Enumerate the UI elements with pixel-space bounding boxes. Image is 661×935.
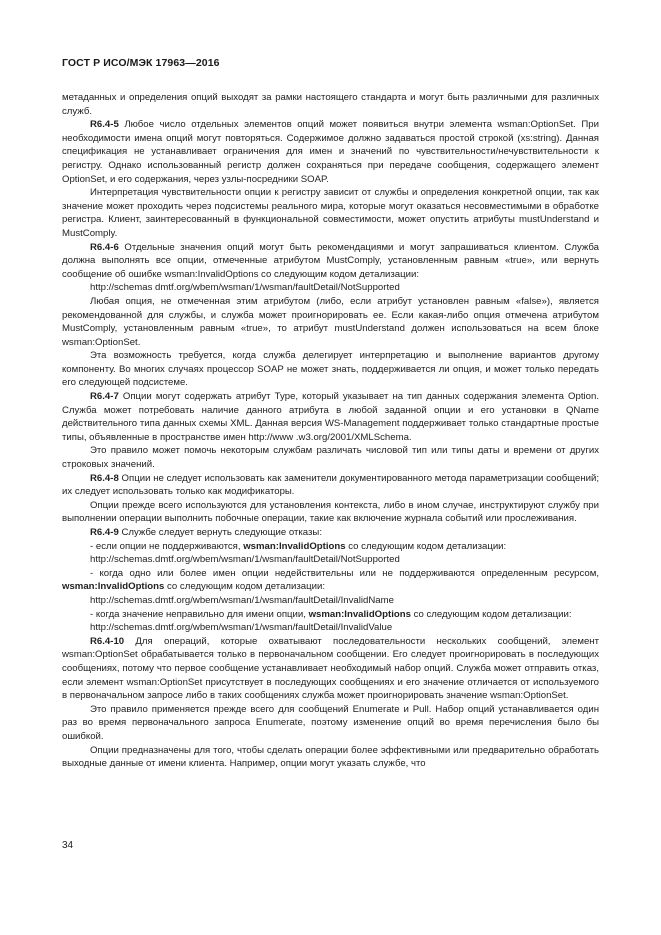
list-item (62, 567, 599, 594)
rule-text: Службе следует вернуть следующие отказы: (118, 527, 322, 538)
rule-paragraph (62, 118, 599, 186)
paragraph: Это правило может помочь некоторым службам различать числовой тип или типы даты и времени от других строковых значений. (62, 445, 599, 471)
paragraph: Опции прежде всего используются для установления контекста, либо в ином случае, инструктируют службу при выполнении операции выполнить побочные операции, такие как включение журнала событий или прослеживания. (62, 499, 599, 525)
rule-text: Любое число отдельных элементов опций может появиться внутри элемента wsman:OptionSet. При необходимости имена опций могут повторяться. Содержимое должно задаваться простой строкой (xs:string). Данная спецификация не устанавливает ограничения для имен и значений по чувствительности/нечувствительности к регистру. Однако использованный регистр должен сохраняться при передаче сообщения, содержащего элемент OptionSet, и его содержания, через узлы-посредники SOAP. (62, 119, 599, 185)
rule-label: R6.4-8 (90, 472, 119, 484)
rule-label: R6.4-5 (90, 119, 119, 131)
fault-detail-uri: http://schemas.dmtf.org/wbem/wsman/1/wsman/faultDetail/NotSupported (90, 554, 400, 566)
list-item (62, 608, 599, 622)
rule-text: Опции не следует использовать как заменители документированного метода параметризации сообщений; их следует использовать только как модификаторы. (62, 472, 599, 498)
document-header: ГОСТ Р ИСО/МЭК 17963—2016 (62, 57, 220, 69)
list-item-text: - когда значение неправильно для имени опции, (90, 608, 309, 620)
list-item-text: со следующим кодом детализации: (164, 581, 325, 593)
list-item-text: - если опции не поддерживаются, (90, 540, 244, 552)
rule-label: R6.4-7 (90, 391, 119, 403)
rule-paragraph (62, 390, 599, 444)
paragraph: Любая опция, не отмеченная этим атрибутом (либо, если атрибут установлен равным «false»), является рекомендованной для службы, и служба может проигнорировать ее. Если какая-либо опция отмечена атрибутом MustComply, установленным равным «true», то атрибут mustUnderstand должен использоваться на всем блоке wsman:OptionSet. (62, 295, 599, 348)
rule-label: R6.4-9 (90, 527, 119, 538)
rule-label: R6.4-10 (90, 635, 125, 647)
rule-paragraph (62, 635, 599, 703)
rule-text: Отдельные значения опций могут быть рекомендациями и могут запрашиваться клиентом. Служба должна выполнять все опции, отмеченные атрибутом MustComply, установленным равным «true», или вернуть сообщение об ошибке wsman:InvalidOptions со следующим кодом детализации: (62, 241, 599, 280)
paragraph: метаданных и определения опций выходят за рамки настоящего стандарта и могут быть различными для различных служб. (62, 92, 599, 117)
list-item (62, 540, 599, 554)
rule-paragraph (62, 472, 599, 499)
fault-code: wsman:InvalidOptions (308, 608, 411, 620)
fault-detail-uri: http://schemas.dmtf.org/wbem/wsman/1/wsman/faultDetail/InvalidValue (90, 622, 393, 634)
page-number: 34 (62, 840, 74, 851)
document-body (62, 91, 599, 771)
rule-paragraph (62, 241, 599, 282)
fault-code: wsman:InvalidOptions (243, 540, 346, 552)
paragraph: Это правило применяется прежде всего для сообщений Enumerate и Pull. Набор опций устанавливается один раз во время первоначального запроса Enumerate, поэтому изменение опций во время перечисления было бы ошибкой. (62, 703, 599, 742)
fault-detail-uri: http://schemas dmtf.org/wbem/wsman/1/wsman/faultDetail/NotSupported (90, 282, 400, 294)
list-item-text: со следующим кодом детализации: (410, 608, 572, 620)
fault-detail-uri: http://schemas.dmtf.org/wbem/wsman/1/wsman/faultDetail/InvalidName (90, 594, 394, 606)
rule-text: Опции могут содержать атрибут Type, который указывает на тип данных содержания элемента Option. Служба может потребовать наличие данного атрибута в любой заданной опции и его установки в QName действительного типа данных схемы XML. Данная версия WS-Management поддерживает только стандартные простые типы, объявленные в пространстве имен http://www .w3.org/2001/XMLSchema. (62, 391, 599, 443)
list-item-text: - когда одно или более имен опции недействительны или не поддерживаются определенным ресурсом, (90, 567, 599, 579)
rule-label: R6.4-6 (90, 241, 119, 253)
list-item-text: со следующим кодом детализации: (345, 540, 507, 552)
paragraph: Интерпретация чувствительности опции к регистру зависит от службы и определения конкретной опции, так как значение может проходить через подсистемы реального мира, которые могут оказаться несовместимыми в обработке регистра. Клиент, заинтересованный в функциональной совместимости, может опустить атрибуты mustUnderstand и MustComply. (62, 187, 599, 239)
paragraph: Опции предназначены для того, чтобы сделать операции более эффективными или предварительно обработать выходные данные от имени клиента. Например, опции могут указать службе, что (62, 744, 599, 770)
rule-text: Для операций, которые охватывают последовательности нескольких сообщений, элемент wsman:OptionSet обрабатывается только в первоначальном сообщении. Его следует проигнорировать в последующих сообщениях, потому что первое сообщение устанавливает необходимый набор опций. Служба может отправить отказ, если элемент wsman:OptionSet присутствует в последующих сообщениях и его значение отличается от используемого в первоначальном запросе либо в таких сообщениях служба может проигнорировать значение wsman:OptionSet. (62, 635, 599, 702)
fault-code: wsman:InvalidOptions (62, 581, 165, 593)
rule-paragraph (62, 526, 599, 540)
paragraph: Эта возможность требуется, когда служба делегирует интерпретацию и выполнение вариантов другому компоненту. Во многих случаях процессор SOAP не может знать, поддерживается ли опция, и может только передать его следующей подсистеме. (62, 350, 599, 389)
